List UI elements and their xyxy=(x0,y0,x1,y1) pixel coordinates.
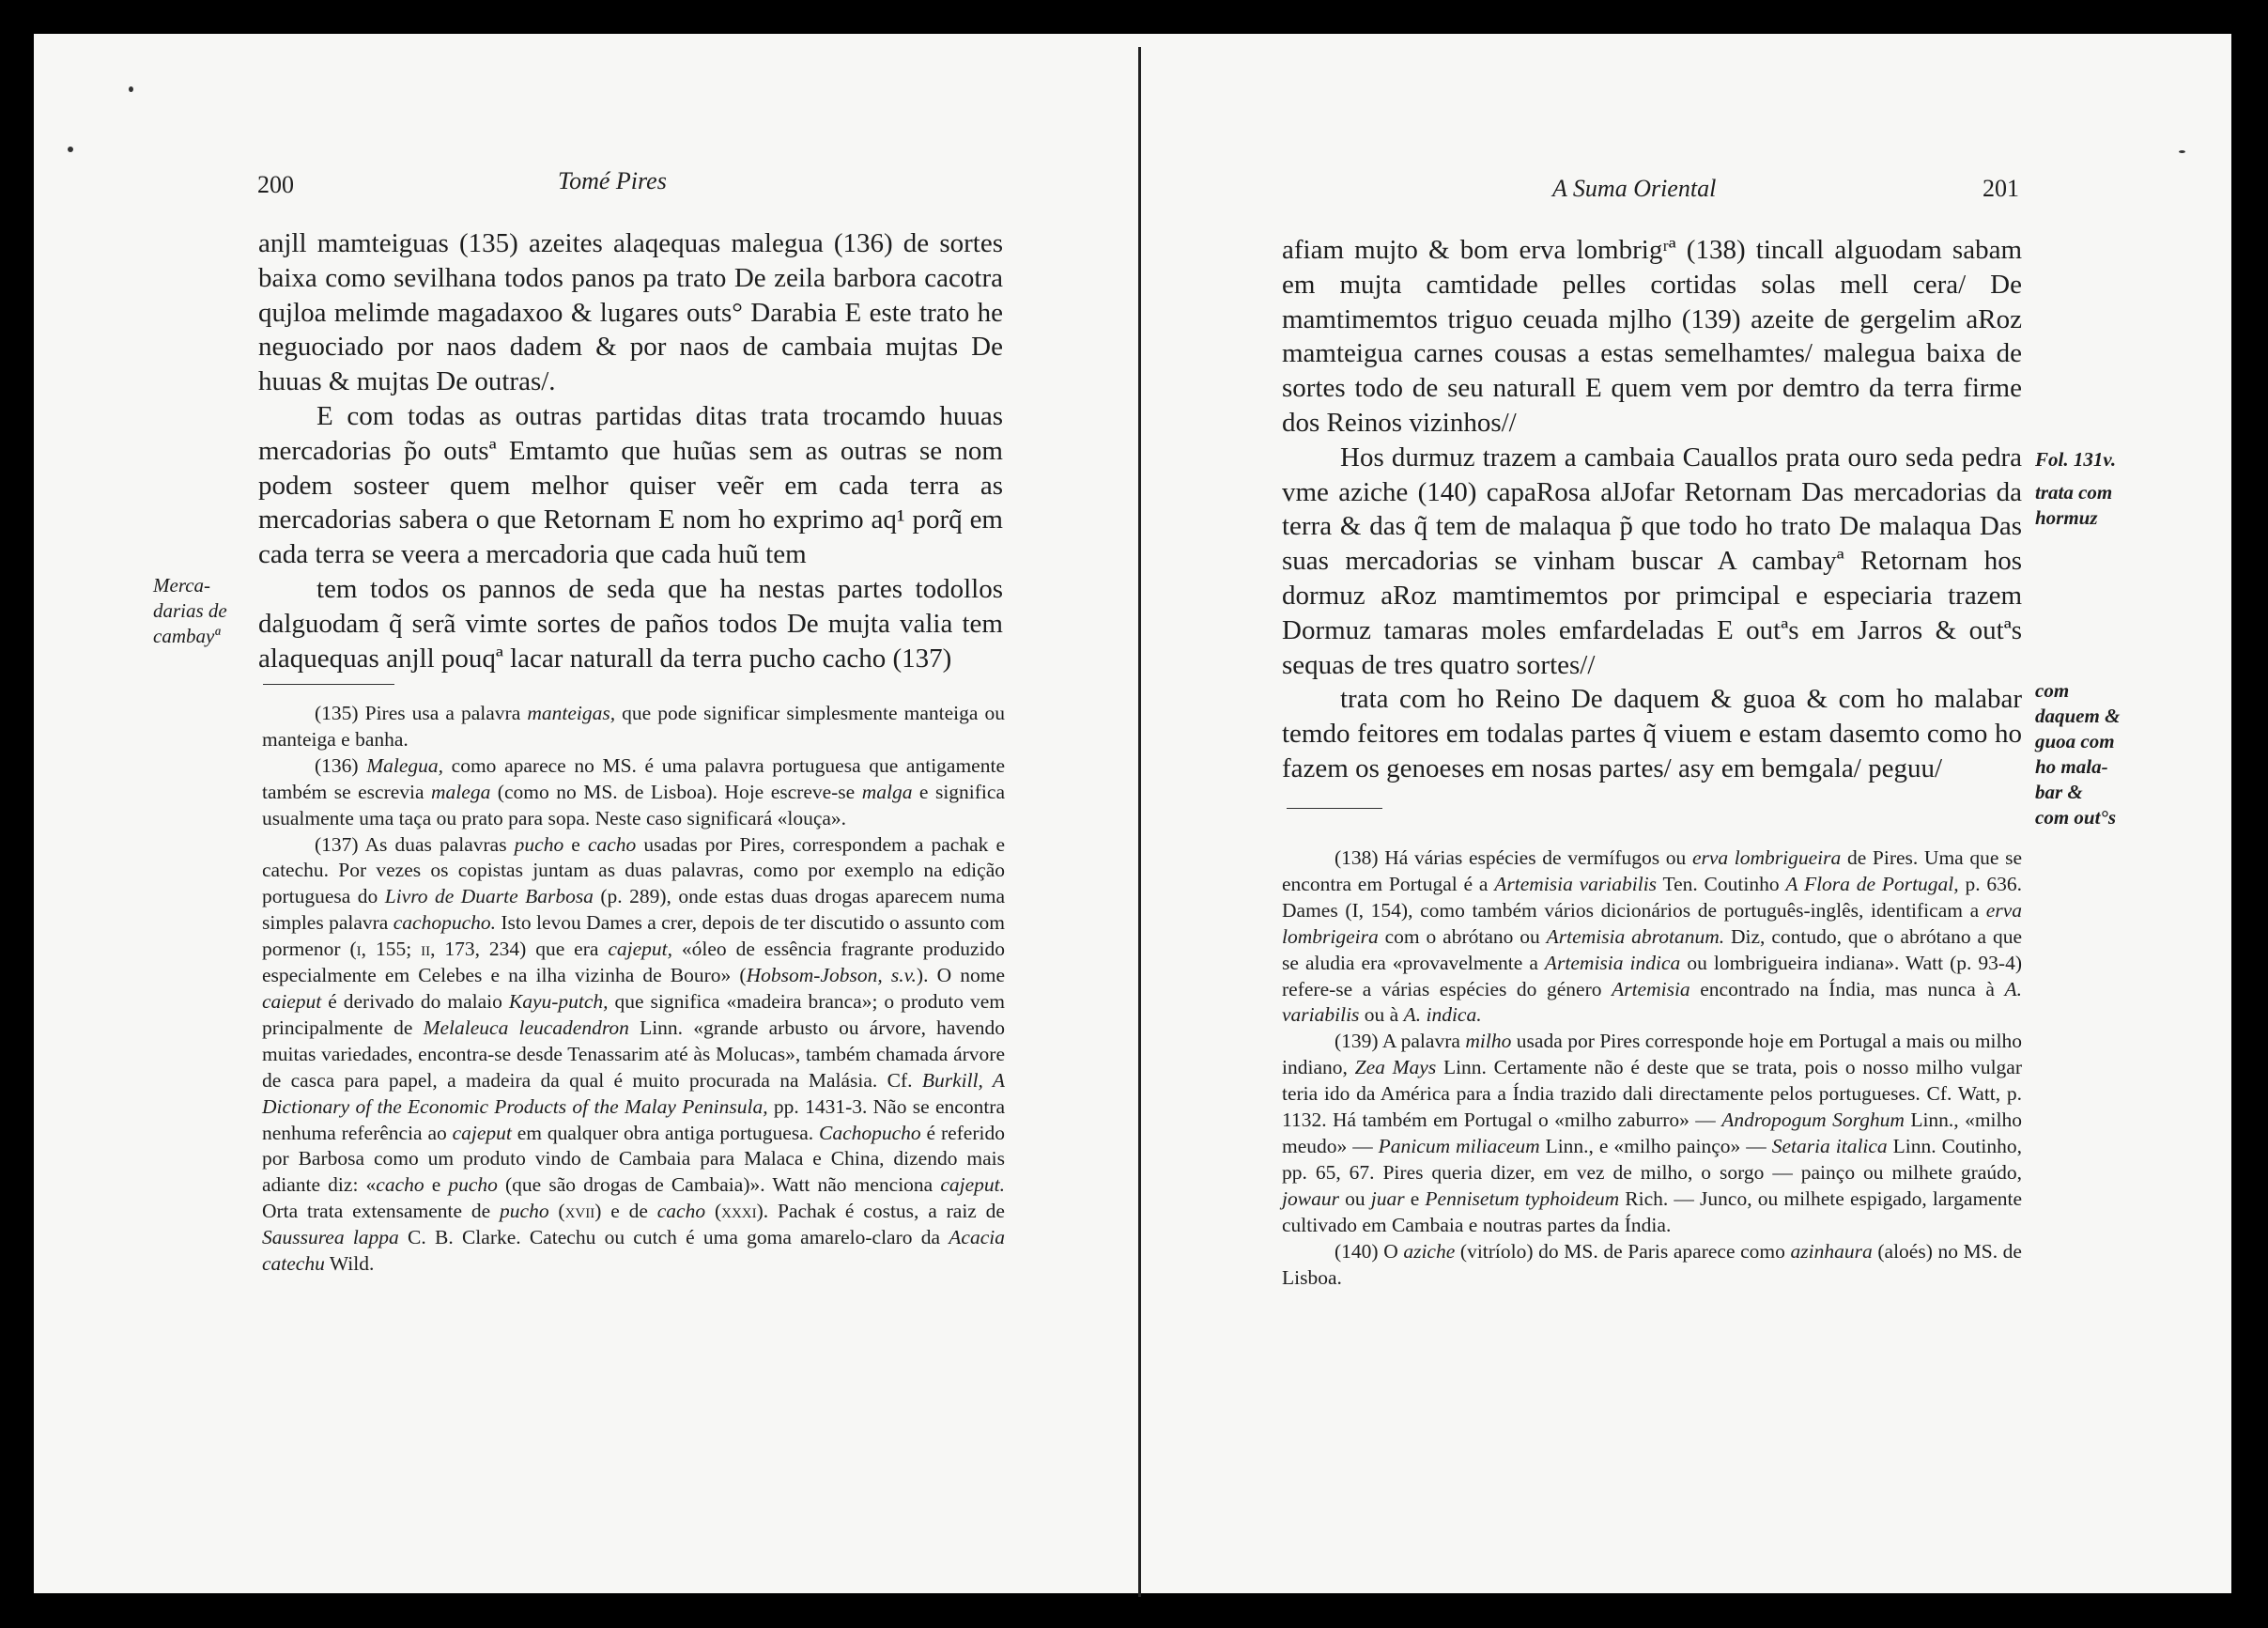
body-text-left xyxy=(258,226,1003,675)
margin-note-line: com xyxy=(2035,679,2070,702)
paragraph: tem todos os pannos de seda que ha nestas partes todollos dalguodam q̃ serã vimte sortes de paños todos De mujta valia tem alaquequas anjll pouqª lacar naturall da terra pucho cacho (137) xyxy=(258,573,1003,674)
footnotes-right xyxy=(1282,845,2022,1291)
paragraph: Hos durmuz trazem a cambaia Cauallos prata ouro seda pedra vme aziche (140) capaRosa alJofar Retornam Das mercadorias da terra & das q̃ tem de malaqua p̃ que todo ho trato De malaqua Das suas mercadorias se vinham buscar A cambayª Retornam hos dormuz aRoz mamtimemtos por primcipal e especiaria trazem Dormuz tamaras moles emfardeladas E outªs em Jarros & outªs sequas de tres quatro sortes// xyxy=(1282,442,2022,680)
footnote-139: (139) A palavra milho usada por Pires corresponde hoje em Portugal a mais ou milho indiano, Zea Mays Linn. Certamente não é deste que se trata, pois o nosso milho vulgar teria ido da América para a Índia trazido dali directamente pelos portugueses. Cf. Watt, p. 1132. Há também em Portugal o «milho zaburro» — Andropogum Sorghum Linn., «milho meudo» — Panicum miliaceum Linn., e «milho painço» — Setaria italica Linn. Coutinho, pp. 65, 67. Pires queria dizer, em vez de milho, o sorgo — painço ou milhete graúdo, jowaur ou juar e Pennisetum typhoideum Rich. — Junco, ou milhete espigado, largamente cultivado em Cambaia e noutras partes da Índia. xyxy=(1282,1030,2023,1236)
margin-note-line: daquem & xyxy=(2035,705,2121,727)
footnote-140: (140) O aziche (vitríolo) do MS. de Paris aparece como azinhaura (aloés) no MS. de Lisboa. xyxy=(1282,1239,2022,1289)
paragraph: E com todas as outras partidas ditas trata trocamdo huuas mercadorias p̃o outsª Emtamto que huũas sem as outras se nom podem sosteer quem melhor quiser veẽr em cada terra as mercadorias sabera o que Retornam E nom ho exprimo aq¹ porq̃ em cada terra se veera a mercadoria que cada huũ tem xyxy=(258,400,1003,570)
margin-note-line: com out°s xyxy=(2035,806,2116,829)
margin-note-line: Merca- xyxy=(153,574,211,597)
footnote-rule-left xyxy=(263,684,394,685)
margin-note-line: cambayª xyxy=(153,625,221,647)
scan-speck xyxy=(68,147,73,152)
footnote-137: (137) As duas palavras pucho e cacho usadas por Pires, correspondem a pachak e catechu. Por vezes os copistas juntam as duas palavras, como por exemplo na edição portuguesa do Livro de Duarte Barbosa (p. 289), onde estas duas drogas aparecem numa simples palavra cachopucho. Isto levou Dames a crer, depois de ter discutido o assunto com pormenor (i, 155; ii, 173, 234) que era cajeput, «óleo de essência fragrante produzido especialmente em Celebes e na ilha vizinha de Bouro» (Hobsom-Jobson, s.v.). O nome caieput é derivado do malaio Kayu-putch, que significa «madeira branca»; o produto vem principalmente de Melaleuca leucadendron Linn. «grande arbusto ou árvore, havendo muitas variedades, encontra-se desde Tenassarim até às Molucas», também chamada árvore de casca para papel, a madeira da qual é muito procurada na Malásia. Cf. Burkill, A Dictionary of the Economic Products of the Malay Peninsula, pp. 1431-3. Não se encontra nenhuma referência ao cajeput em qualquer obra antiga portuguesa. Cachopucho é referido por Barbosa como um produto vindo de Cambaia para Malaca e China, dizendo mais adiante diz: «cacho e pucho (que são drogas de Cambaia)». Watt não menciona cajeput. Orta trata extensamente de pucho (xvii) e de cacho (xxxi). Pachak é costus, a raiz de Saussurea lappa C. B. Clarke. Catechu ou cutch é uma goma amarelo-claro da Acacia catechu Wild. xyxy=(262,832,1006,1276)
margin-note-right-trade xyxy=(2035,678,2167,830)
page-gutter xyxy=(1138,47,1141,1597)
margin-note-right-folio xyxy=(2035,447,2167,531)
footnote-136: (136) Malegua, como aparece no MS. é uma palavra portuguesa que antigamente também se escrevia malega (como no MS. de Lisboa). Hoje escreve-se malga e significa usualmente uma taça ou prato para sopa. Neste caso significará «louça». xyxy=(262,753,1005,830)
scan-speck xyxy=(2179,150,2185,153)
running-head-left: Tomé Pires xyxy=(558,167,667,194)
margin-note-line: ho mala- xyxy=(2035,755,2108,778)
scan-speck xyxy=(129,86,133,92)
footnotes-left xyxy=(262,701,1005,1278)
footnote-135: (135) Pires usa a palavra manteigas, que pode significar simplesmente manteiga ou manteiga e banha. xyxy=(262,702,1005,751)
paragraph: anjll mamteiguas (135) azeites alaqequas malegua (136) de sortes baixa como sevilhana todos panos pa trato De zeila barbora cacotra qujloa melimde magadaxoo & lugares outs° Darabia E este trato he neguociado por naos dadem & por naos de cambaia mujtas De huuas & mujtas De outras/. xyxy=(258,228,1003,397)
paragraph: afiam mujto & bom erva lombrigʳª (138) tincall alguodam sabam em mujta camtidade pelles cortidas solas mell cera/ De mamtimemtos triguo ceuada mjlho (139) azeite de gergelim aRoz mamteigua carnes cousas a estas semelhamtes/ malegua baixa de sortes todo de seu naturall E quem vem por demtro da terra firme dos Reinos vizinhos// xyxy=(1282,235,2022,438)
margin-note-line: hormuz xyxy=(2035,506,2098,529)
margin-note-line: trata com xyxy=(2035,481,2113,504)
footnote-rule-right xyxy=(1287,808,1382,809)
folio-reference: Fol. 131v. xyxy=(2035,448,2117,471)
body-text-right xyxy=(1282,233,2022,786)
page-number-left: 200 xyxy=(257,171,294,198)
paragraph: trata com ho Reino De daquem & guoa & com ho malabar temdo feitores em todalas partes q̃ viuem e estam dasemto como ho fazem os genoeses em nosas partes/ asy em bemgala/ peguu/ xyxy=(1282,684,2022,783)
margin-note-left xyxy=(153,573,256,649)
footnote-138: (138) Há várias espécies de vermífugos ou erva lombrigueira de Pires. Uma que se encontra em Portugal é a Artemisia variabilis Ten. Coutinho A Flora de Portugal, p. 636. Dames (I, 154), como também vários dicionários de português-inglês, identificam a erva lombrigeira com o abrótano ou Artemisia abrotanum. Diz, contudo, que o abrótano a que se aludia era «provavelmente a Artemisia indica ou lombrigueira indiana». Watt (p. 93-4) refere-se a várias espécies do género Artemisia encontrado na Índia, mas nunca à A. variabilis ou à A. indica. xyxy=(1282,846,2022,1027)
margin-note-line: guoa com xyxy=(2035,730,2115,752)
margin-note-line: bar & xyxy=(2035,781,2083,803)
running-head-right: A Suma Oriental xyxy=(1552,175,1717,202)
margin-note-line: darias de xyxy=(153,599,227,622)
page-number-right: 201 xyxy=(1983,175,2019,202)
